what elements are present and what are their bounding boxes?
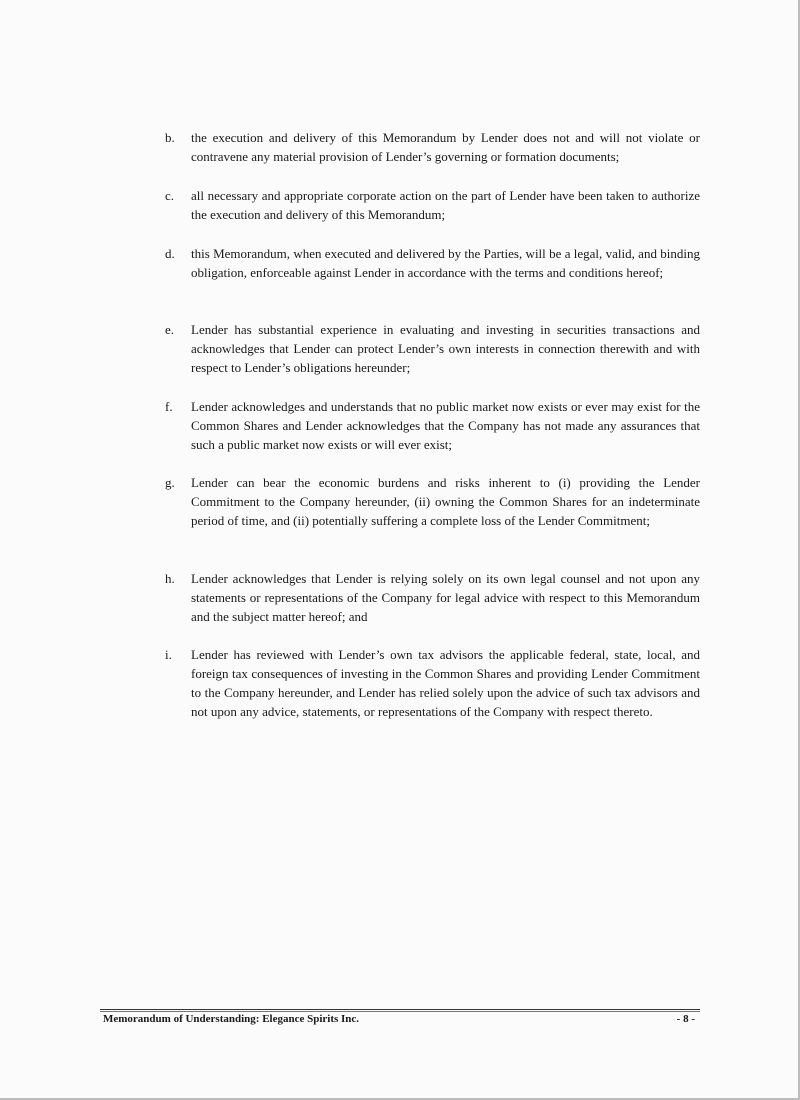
list-item-i — [165, 645, 700, 721]
list-item-text: all necessary and appropriate corporate action on the part of Lender have been taken to authorize the execution and delivery of this Memorandum; — [191, 188, 700, 222]
list-item-e — [165, 320, 700, 377]
list-item-b — [165, 128, 700, 166]
list-marker: h. — [165, 571, 175, 586]
list-item-h — [165, 569, 700, 626]
list-item-c — [165, 186, 700, 224]
footer-page-number: - 8 - — [676, 1013, 695, 1025]
list-marker: e. — [165, 322, 175, 337]
list-marker: d. — [165, 246, 175, 261]
list-item-g — [165, 473, 700, 530]
list-item-text: Lender acknowledges that Lender is relying solely on its own legal counsel and not upon any statements or representations of the Company for legal advice with respect to this Memorandum and the subject matter hereof; and — [191, 571, 700, 624]
footer-divider-secondary — [100, 1011, 700, 1012]
list-item-text: Lender has reviewed with Lender’s own tax advisors the applicable federal, state, local, and foreign tax consequences of investing in the Common Shares and providing Lender Commitment to the Company hereunder, and Lender has relied solely upon the advice of such tax advisors and not upon any advice, statements, or representations of the Company with respect thereto. — [191, 647, 700, 719]
list-marker: c. — [165, 188, 175, 203]
list-marker: i. — [165, 647, 172, 662]
list-marker: b. — [165, 130, 175, 145]
list-marker: g. — [165, 475, 175, 490]
list-item-text: Lender acknowledges and understands that no public market now exists or ever may exist for the Common Shares and Lender acknowledges that the Company has not made any assurances that such a public market now exists or will ever exist; — [191, 399, 700, 452]
list-item-text: this Memorandum, when executed and delivered by the Parties, will be a legal, valid, and binding obligation, enforceable against Lender in accordance with the terms and conditions hereof; — [191, 246, 700, 280]
list-item-f — [165, 397, 700, 454]
list-item-d — [165, 244, 700, 282]
list-marker: f. — [165, 399, 173, 414]
footer-divider — [100, 1009, 700, 1010]
list-item-text: the execution and delivery of this Memorandum by Lender does not and will not violate or contravene any material provision of Lender’s governing or formation documents; — [191, 130, 700, 164]
list-item-text: Lender can bear the economic burdens and risks inherent to (i) providing the Lender Commitment to the Company hereunder, (ii) owning the Common Shares for an indeterminate period of time, and (ii) potentially suffering a complete loss of the Lender Commitment; — [191, 475, 700, 528]
footer-document-title: Memorandum of Understanding: Elegance Spirits Inc. — [103, 1013, 360, 1025]
list-item-text: Lender has substantial experience in evaluating and investing in securities transactions and acknowledges that Lender can protect Lender’s own interests in connection therewith and with respect to Lender’s obligations hereunder; — [191, 322, 700, 375]
